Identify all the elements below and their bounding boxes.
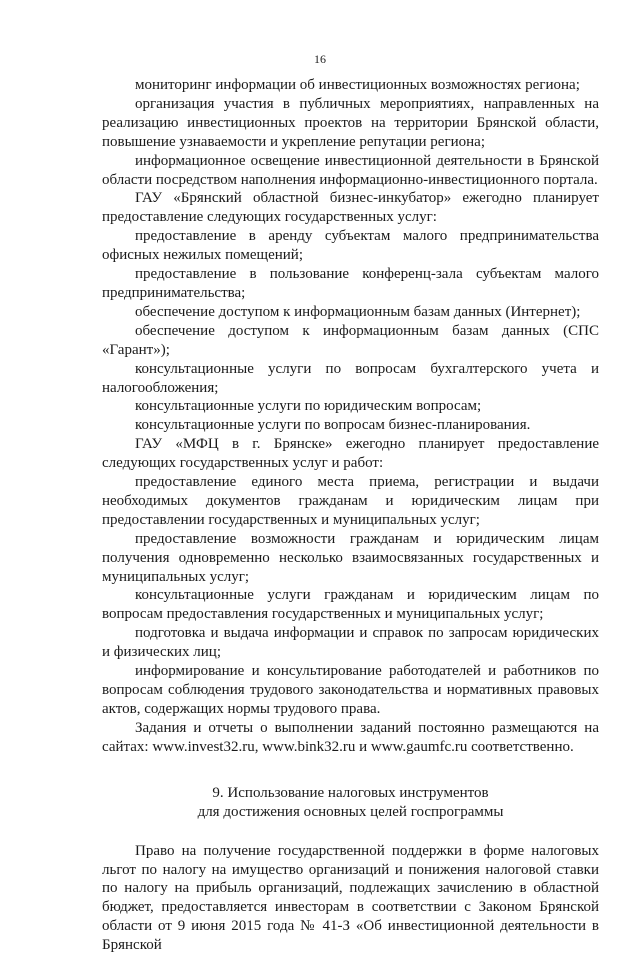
paragraph: Задания и отчеты о выполнении заданий постоянно размещаются на сайтах: www.invest32.ru, www.bink32.ru и www.gaumfc.ru соответственно. [102, 719, 599, 755]
paragraph: Право на получение государственной поддержки в форме налоговых льгот по налогу на имущество организаций и понижения налоговой ставки по налогу на прибыль организаций, подлежащих зачислению в областной бюджет, предоставляется инвесторам в соответствии с Законом Брянской области от 9 июня 2015 года № 41-З «Об инвестиционной деятельности в Брянской [102, 842, 599, 954]
paragraph: организация участия в публичных мероприятиях, направленных на реализацию инвестиционных проектов на территории Брянской области, повышение узнаваемости и укрепление репутации региона; [102, 95, 599, 150]
paragraph: предоставление в аренду субъектам малого предпринимательства офисных нежилых помещений; [102, 228, 599, 264]
page-number: 16 [314, 52, 326, 66]
paragraph: обеспечение доступом к информационным базам данных (СПС «Гарант»); [102, 322, 599, 358]
paragraph: обеспечение доступом к информационным базам данных (Интернет); [135, 303, 581, 320]
paragraph: консультационные услуги по вопросам бухгалтерского учета и налогообложения; [102, 360, 599, 396]
paragraph: консультационные услуги гражданам и юридическим лицам по вопросам предоставления государственных и муниципальных услуг; [102, 587, 599, 623]
paragraph: ГАУ «МФЦ в г. Брянске» ежегодно планирует предоставление следующих государственных услуг и работ: [102, 436, 599, 472]
paragraph: предоставление единого места приема, регистрации и выдачи необходимых документов гражданам и юридическим лицам при предоставлении государственных и муниципальных услуг; [102, 474, 599, 528]
section-heading [102, 784, 599, 822]
paragraph: предоставление в пользование конференц-зала субъектам малого предпринимательства; [102, 266, 599, 301]
paragraph: предоставление возможности гражданам и юридическим лицам получения одновременно несколько взаимосвязанных государственных и муниципальных услуг; [102, 530, 599, 585]
section-heading-line-1: 9. Использование налоговых инструментов [212, 784, 489, 801]
document-body [102, 76, 599, 955]
paragraph: консультационные услуги по юридическим вопросам; [135, 398, 482, 415]
paragraph: информационное освещение инвестиционной деятельности в Брянской области посредством наполнения информационно-инвестиционного портала. [102, 152, 599, 188]
paragraph: консультационные услуги по вопросам бизнес-планирования. [135, 417, 531, 434]
paragraph: информирование и консультирование работодателей и работников по вопросам соблюдения трудового законодательства и нормативных правовых актов, содержащих нормы трудового права. [102, 663, 599, 717]
section-heading-line-2: для достижения основных целей госпрограммы [197, 803, 504, 820]
paragraph: подготовка и выдача информации и справок по запросам юридических и физических лиц; [102, 625, 599, 661]
paragraph: мониторинг информации об инвестиционных возможностях региона; [135, 77, 580, 93]
paragraph: ГАУ «Брянский областной бизнес-инкубатор» ежегодно планирует предоставление следующих государственных услуг: [102, 190, 599, 226]
